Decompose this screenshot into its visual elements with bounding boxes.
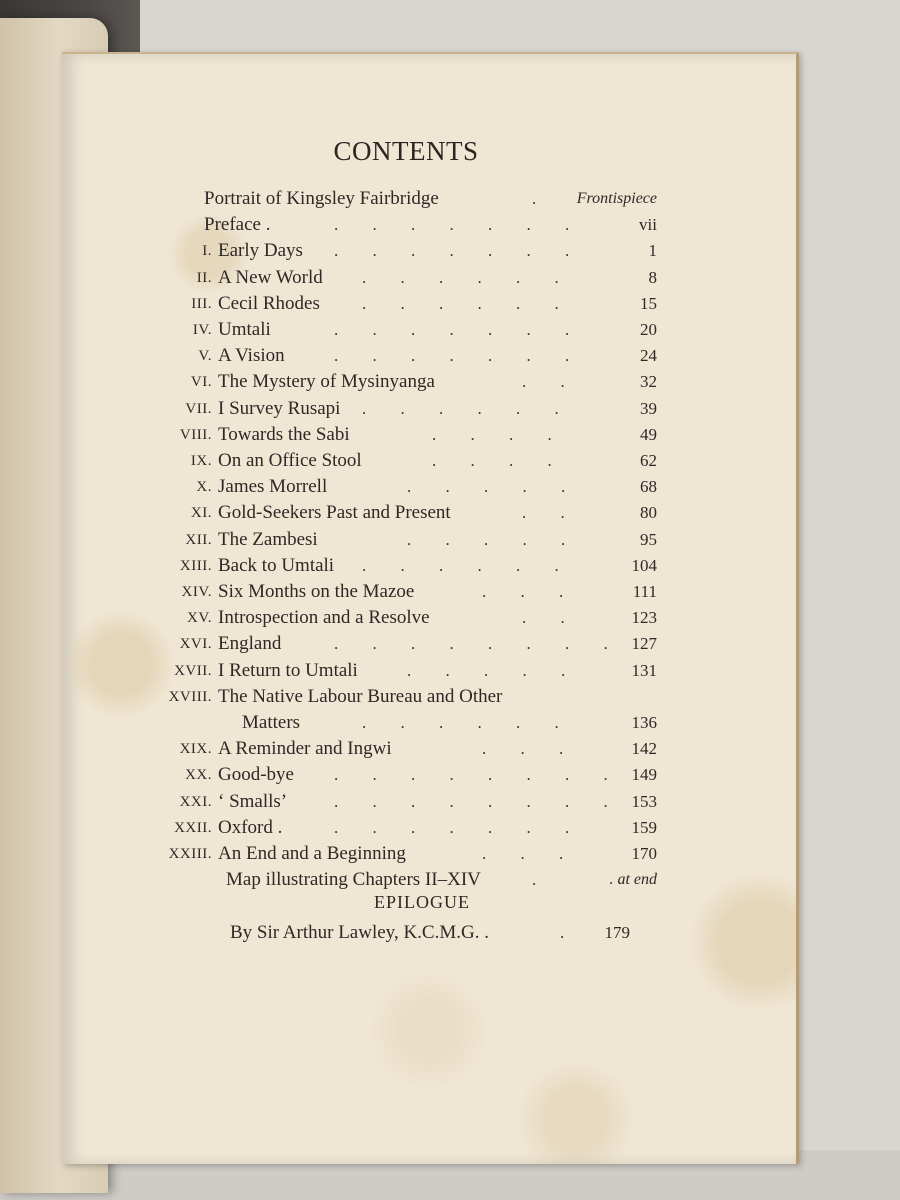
dot-leaders: . . . .	[432, 425, 567, 444]
page-number: 142	[631, 739, 657, 758]
chapter-numeral: I.	[202, 243, 212, 259]
chapter-numeral: VII.	[185, 401, 212, 417]
page-title: CONTENTS	[333, 136, 479, 166]
toc-row	[62, 212, 796, 238]
chapter-numeral: II.	[196, 270, 212, 286]
toc-row	[62, 265, 796, 291]
dot-leaders: . .	[522, 503, 580, 522]
page-number: 104	[631, 556, 657, 575]
chapter-numeral: V.	[198, 348, 212, 364]
chapter-title: James Morrell	[218, 476, 328, 497]
chapter-title: The Mystery of Mysinyanga	[218, 371, 435, 392]
chapter-title: The Native Labour Bureau and Other	[218, 686, 503, 707]
page-number: 49	[640, 425, 657, 444]
chapter-title: Back to Umtali	[218, 555, 335, 576]
page-number: 39	[640, 399, 657, 418]
toc-row	[62, 789, 796, 815]
chapter-title: Six Months on the Mazoe	[218, 581, 415, 602]
chapter-title: England	[218, 633, 282, 654]
epilogue-title: By Sir Arthur Lawley, K.C.M.G. .	[230, 922, 489, 943]
page-number: 68	[640, 477, 657, 496]
toc-row	[62, 841, 796, 867]
epilogue-leaders: .	[560, 923, 580, 942]
page-number: 159	[631, 818, 657, 837]
dot-leaders: . . . . . . . .	[334, 765, 623, 784]
epilogue-page-number: 179	[604, 923, 630, 942]
chapter-numeral: XXII.	[174, 820, 212, 836]
chapter-title: A Reminder and Ingwi	[218, 738, 392, 759]
chapter-title: Good-bye	[218, 764, 294, 785]
dot-leaders: . . . . .	[407, 661, 581, 680]
toc-row	[62, 605, 796, 631]
dot-leaders: . . .	[482, 739, 579, 758]
epilogue-entry	[62, 920, 796, 946]
page-number: 24	[640, 346, 657, 365]
page-number: 95	[640, 530, 657, 549]
toc-row	[62, 343, 796, 369]
chapter-numeral: VI.	[190, 374, 212, 390]
dot-leaders: . . . . . .	[362, 713, 574, 732]
chapter-title: ‘ Smalls’	[218, 791, 288, 812]
toc-row	[62, 579, 796, 605]
page-number: 153	[631, 792, 657, 811]
chapter-numeral: XII.	[185, 532, 212, 548]
dot-leaders: . . . . .	[407, 477, 581, 496]
toc-row	[62, 762, 796, 788]
dot-leaders: . . . . . . .	[334, 346, 585, 365]
toc-row	[62, 369, 796, 395]
dot-leaders: . . . . . . .	[334, 241, 585, 260]
toc-row	[62, 710, 796, 736]
chapter-numeral: XI.	[190, 505, 212, 521]
toc-row	[62, 867, 796, 893]
chapter-title: Oxford .	[218, 817, 283, 838]
toc-row	[62, 474, 796, 500]
dot-leaders: . .	[522, 608, 580, 627]
page-number: 8	[648, 268, 657, 287]
chapter-title: A New World	[218, 267, 323, 288]
toc-row	[62, 448, 796, 474]
chapter-numeral: VIII.	[179, 427, 212, 443]
toc-row	[62, 500, 796, 526]
dot-leaders: . . . . . . .	[334, 320, 585, 339]
chapter-title: Matters	[242, 712, 301, 733]
dot-leaders: .	[532, 189, 552, 208]
chapter-numeral: XV.	[187, 610, 212, 626]
chapter-title: Introspection and a Resolve	[218, 607, 430, 628]
chapter-title: Map illustrating Chapters II–XIV	[226, 869, 481, 890]
dot-leaders: . . .	[482, 844, 579, 863]
chapter-numeral: XXI.	[179, 794, 212, 810]
page-number: Frontispiece	[576, 190, 657, 207]
toc-row	[62, 396, 796, 422]
page-number: 20	[640, 320, 657, 339]
page-number: 62	[640, 451, 657, 470]
chapter-numeral: XVIII.	[168, 689, 212, 705]
toc-row	[62, 736, 796, 762]
chapter-numeral: XX.	[185, 767, 212, 783]
toc-row	[62, 238, 796, 264]
dot-leaders: . . . . . . . .	[334, 634, 623, 653]
dot-leaders: . . . . . .	[362, 294, 574, 313]
dot-leaders: . . . .	[432, 451, 567, 470]
chapter-numeral: IV.	[192, 322, 212, 338]
chapter-numeral: IX.	[190, 453, 212, 469]
page-number: 123	[631, 608, 657, 627]
epilogue-heading: EPILOGUE	[374, 892, 470, 912]
page-number: . at end	[609, 871, 657, 888]
toc-row	[62, 553, 796, 579]
chapter-numeral: X.	[196, 479, 212, 495]
chapter-numeral: XVI.	[179, 636, 212, 652]
chapter-title: Portrait of Kingsley Fairbridge	[204, 188, 439, 209]
chapter-title: I Survey Rusapi	[218, 398, 341, 419]
chapter-title: Gold-Seekers Past and Present	[218, 502, 451, 523]
dot-leaders: . . . . . .	[362, 399, 574, 418]
chapter-title: Cecil Rhodes	[218, 293, 320, 314]
page-number: 149	[631, 765, 657, 784]
toc-row	[62, 527, 796, 553]
chapter-title: On an Office Stool	[218, 450, 362, 471]
page-number: 15	[640, 294, 657, 313]
dot-leaders: . . . . .	[407, 530, 581, 549]
dot-leaders: . . . . . .	[362, 268, 574, 287]
toc-row	[62, 291, 796, 317]
chapter-title: I Return to Umtali	[218, 660, 358, 681]
toc-row	[62, 658, 796, 684]
toc-row	[62, 186, 796, 212]
dot-leaders: . . . . . .	[362, 556, 574, 575]
chapter-title: Umtali	[218, 319, 271, 340]
chapter-title: Preface .	[204, 214, 271, 235]
toc-row	[62, 631, 796, 657]
contents-page	[62, 52, 799, 1164]
page-number: 80	[640, 503, 657, 522]
dot-leaders: .	[532, 870, 552, 889]
chapter-numeral: XXIII.	[168, 846, 212, 862]
chapter-numeral: XVII.	[174, 663, 212, 679]
chapter-title: The Zambesi	[218, 529, 318, 550]
toc-row	[62, 815, 796, 841]
toc-row	[62, 684, 796, 710]
toc-row	[62, 317, 796, 343]
chapter-numeral: III.	[191, 296, 212, 312]
page-number: 1	[648, 241, 657, 260]
toc-row	[62, 422, 796, 448]
page-number: 127	[631, 634, 657, 653]
chapter-numeral: XIX.	[179, 741, 212, 757]
chapter-title: Early Days	[218, 240, 303, 261]
page-number: 131	[631, 661, 657, 680]
page-number: 170	[631, 844, 657, 863]
chapter-title: A Vision	[218, 345, 285, 366]
page-number: 136	[631, 713, 657, 732]
page-number: vii	[639, 215, 657, 234]
dot-leaders: . . .	[482, 582, 579, 601]
chapter-numeral: XIV.	[181, 584, 212, 600]
chapter-numeral: XIII.	[179, 558, 212, 574]
dot-leaders: . . . . . . . .	[334, 792, 623, 811]
page-number: 32	[640, 372, 657, 391]
dot-leaders: . . . . . . .	[334, 215, 585, 234]
dot-leaders: . . . . . . .	[334, 818, 585, 837]
chapter-title: An End and a Beginning	[218, 843, 406, 864]
page-number: 111	[632, 582, 657, 601]
chapter-title: Towards the Sabi	[218, 424, 350, 445]
dot-leaders: . .	[522, 372, 580, 391]
